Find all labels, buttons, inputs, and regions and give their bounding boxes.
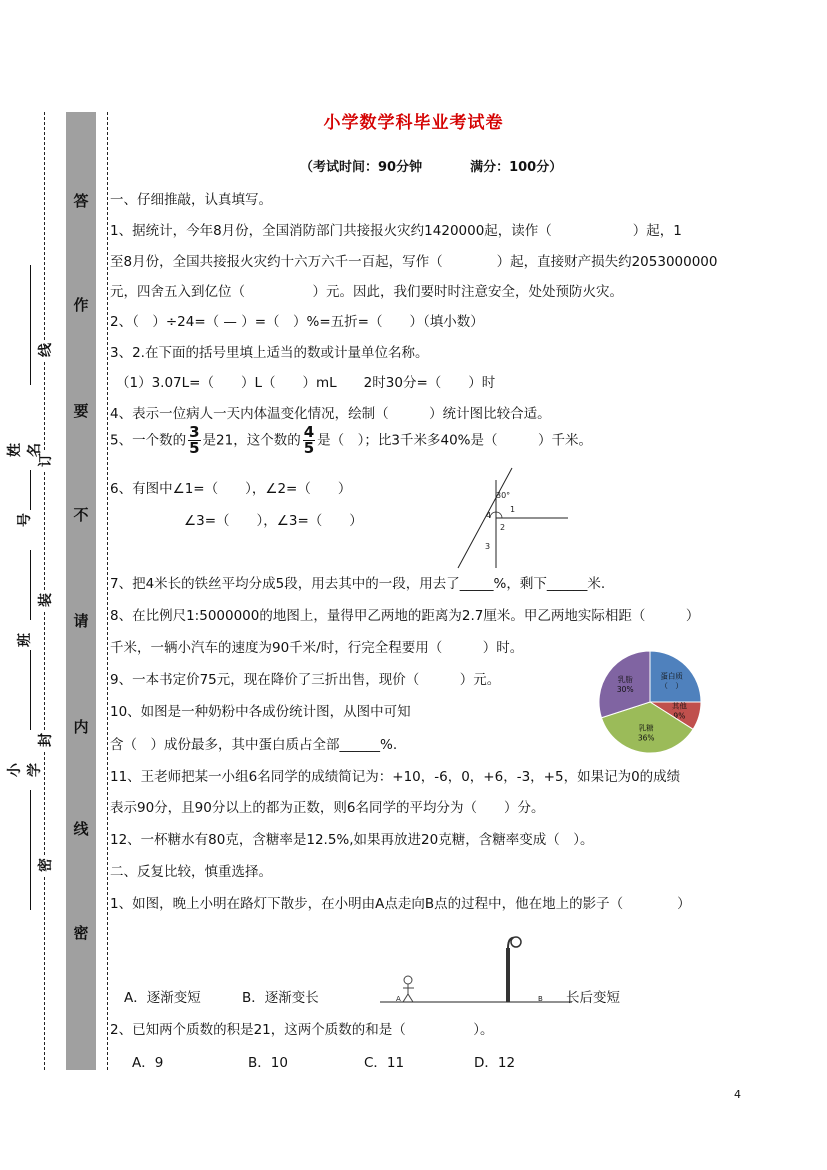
- question-text: 7、把4米长的铁丝平均分成5段，用去其中的一段，用去了_____%，剩下______米.: [110, 576, 606, 592]
- binding-mark: 封: [35, 730, 55, 750]
- stripe-char: 要: [73, 402, 89, 420]
- fig-label: 1: [510, 505, 516, 514]
- name-label: 姓名: [7, 443, 43, 457]
- question-text: 2、（ ）÷24=（ — ）=（ ）%=五折=（ ）（填小数）: [110, 314, 484, 330]
- stripe-char: 不: [73, 506, 89, 524]
- question-text: 2、已知两个质数的积是21，这两个质数的和是（ ）。: [110, 1022, 494, 1038]
- pie-chart: [596, 650, 704, 756]
- stripe-char: 作: [73, 296, 89, 314]
- person-head: [404, 976, 412, 984]
- section-heading: 一、仔细推敲，认真填写。: [110, 192, 272, 208]
- angle-figure: [450, 460, 580, 572]
- option-d: D．12: [474, 1055, 516, 1071]
- binding-stripe: [66, 112, 96, 1070]
- fraction-denominator: 5: [189, 439, 200, 457]
- question-text: 表示90分，且90分以上的都为正数，则6名同学的平均分为（ ）分。: [110, 800, 545, 816]
- fraction-numerator: 4: [303, 423, 315, 441]
- school-name-blank: [30, 790, 31, 910]
- exam-info: [300, 156, 562, 175]
- question-text: 4、表示一位病人一天内体温变化情况，绘制（ ）统计图比较合适。: [110, 406, 551, 422]
- fraction-denominator: 5: [303, 439, 315, 457]
- question-text: 至8月份，全国共接报火灾约十六万六千一百起，写作（ ）起，直接财产损失约2053000000: [110, 254, 718, 270]
- fig-label: 4: [486, 511, 492, 520]
- binding-mark: 装: [35, 590, 55, 610]
- section-heading: 二、反复比较，慎重选择。: [110, 864, 272, 880]
- question-text: 元，四舍五入到亿位（ ）元。因此，我们要时时注意安全，处处预防火灾。: [110, 284, 623, 300]
- school-blank: [30, 650, 31, 730]
- fraction-numerator: 3: [189, 423, 200, 441]
- option-b: B．10: [248, 1055, 288, 1071]
- fig-label: 2: [500, 523, 506, 532]
- name-blank: [30, 265, 31, 385]
- pie-slice-label: 乳脂: [617, 675, 633, 685]
- binding-mark: 密: [35, 855, 55, 875]
- question-text: 6、有图中∠1=（ ），∠2=（ ）: [110, 481, 352, 497]
- exam-time: （考试时间：90分钟: [300, 160, 423, 175]
- question-q5: [110, 425, 592, 456]
- page-title: 小学数学科毕业考试卷: [323, 113, 504, 133]
- point-a-label: A: [396, 995, 401, 1003]
- stripe-char: 答: [73, 192, 89, 210]
- number-label: 号: [17, 513, 33, 527]
- option-b: B．逐渐变长: [242, 990, 319, 1006]
- question-text: （1）3.07L=（ ）L（ ）mL 2时30分=（ ）时: [116, 375, 496, 391]
- fraction: [303, 425, 315, 456]
- option-c: C．11: [364, 1055, 405, 1071]
- q5-text-a: 5、一个数的: [110, 432, 187, 449]
- pie-slice-label: 蛋白质: [660, 671, 683, 681]
- question-text: 8、在比例尺1:5000000的地图上，量得甲乙两地的距离为2.7厘米。甲乙两地实际相距（ ）: [110, 608, 700, 624]
- q5-text-b: 是21，这个数的: [202, 432, 301, 449]
- class-blank: [30, 550, 31, 620]
- person-leg: [403, 994, 408, 1002]
- q5-text-c: 是（ ）；比3千米多40%是（ ）千米。: [317, 432, 593, 449]
- page-number: 4: [734, 1088, 741, 1101]
- question-text: ∠3=（ ），∠3=（ ）: [184, 513, 363, 529]
- pie-slice-value: 9%: [673, 711, 686, 721]
- fig-label: 30°: [496, 491, 511, 500]
- stripe-char: 密: [73, 924, 89, 942]
- person-leg: [408, 994, 413, 1002]
- option-a: A．9: [132, 1055, 164, 1071]
- binding-mark: 订: [35, 450, 55, 470]
- question-text: 9、一本书定价75元，现在降价了三折出售，现价（ ）元。: [110, 672, 501, 688]
- question-text: 10、如图是一种奶粉中各成份统计图，从图中可知: [110, 704, 411, 720]
- school-label: 小学: [7, 763, 43, 777]
- binding-mark: 线: [35, 340, 55, 360]
- stripe-char: 内: [73, 718, 89, 736]
- cut-line: [107, 112, 108, 1070]
- question-text: 含（ ）成份最多，其中蛋白质占全部______%.: [110, 737, 398, 753]
- streetlight-figure: [376, 932, 576, 1006]
- question-text: 11、王老师把某一小组6名同学的成绩简记为：+10，-6，0，+6，-3，+5，如果记为0的成绩: [110, 769, 681, 785]
- question-text: 1、据统计，今年8月份，全国消防部门共接报火灾约1420000起，读作（ ）起，1: [110, 223, 682, 239]
- class-label: 班: [17, 633, 33, 647]
- pie-slice-label: 其他: [671, 701, 687, 711]
- question-text: 1、如图，晚上小明在路灯下散步，在小明由A点走向B点的过程中，他在地上的影子（ ）: [110, 896, 691, 912]
- fig-label: 3: [485, 542, 491, 551]
- question-text: 12、一杯糖水有80克，含糖率是12.5%,如果再放进20克糖，含糖率变成（ ）。: [110, 832, 594, 848]
- stripe-char: 线: [73, 820, 89, 838]
- number-blank: [30, 470, 31, 510]
- stripe-char: 请: [73, 612, 89, 630]
- pie-slice-value: 36%: [637, 733, 655, 743]
- question-text: 千米，一辆小汽车的速度为90千米/时，行完全程要用（ ）时。: [110, 640, 524, 656]
- exam-score: 满分：100分）: [470, 160, 563, 175]
- pie-slice-value: （ ）: [660, 681, 683, 691]
- fraction: [188, 425, 200, 456]
- option-c-partial: 长后变短: [566, 990, 620, 1006]
- pie-slice-label: 乳糖: [638, 723, 654, 733]
- point-b-label: B: [538, 995, 543, 1003]
- lamp-head: [511, 937, 521, 947]
- pie-slice-value: 30%: [616, 685, 634, 695]
- option-a: A．逐渐变短: [124, 990, 201, 1006]
- question-text: 3、2.在下面的括号里填上适当的数或计量单位名称。: [110, 345, 429, 361]
